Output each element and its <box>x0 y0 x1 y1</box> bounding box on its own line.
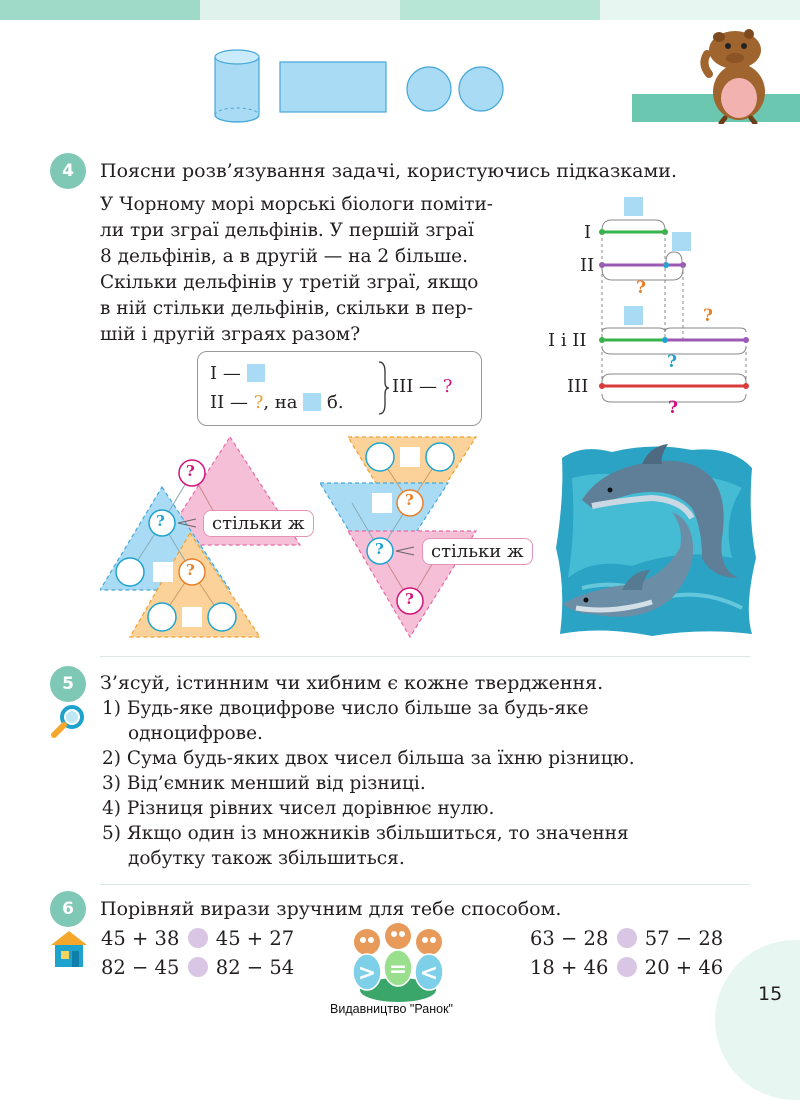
rectangle-shape <box>280 62 386 112</box>
task-5-number: 5 <box>50 666 86 702</box>
tri1-q-mid: ? <box>156 512 165 530</box>
divider-1 <box>100 656 750 657</box>
publisher-label: Видавництво "Ранок" <box>330 1002 453 1016</box>
magnifier-icon <box>48 702 88 742</box>
triangle-scheme-1 <box>100 435 330 640</box>
diagram-q-III: ? <box>668 398 678 418</box>
task-6-title: Порівняй вирази зручним для тебе способом. <box>100 898 562 920</box>
statement-2: 2) Сума будь-яких двох чисел більша за їхню різницю. <box>102 748 635 769</box>
task-5-statements <box>102 696 635 871</box>
statement-5: 5) Якщо один із множників збільшиться, то значення <box>102 823 629 844</box>
geometric-shapes <box>205 45 515 125</box>
tri1-q-top: ? <box>186 462 195 480</box>
diagram-label-I: I <box>584 222 592 243</box>
sign-greater: > <box>357 961 377 986</box>
statement-3: 3) Від’ємник менший від різниці. <box>102 773 426 794</box>
task-4-problem-text: У Чорному морі морські біологи поміти- ли три зграї дельфінів. У першій зграї 8 дельфінів, а в другій — на 2 більше. Скільки дельфінів у третій зграї, якщо в ній стільки дельфінів, скільки в пер- шій і другій зграях разом? <box>100 194 494 345</box>
capybara-mascot-icon <box>695 24 780 124</box>
compare-circle[interactable] <box>188 957 208 977</box>
blank-square <box>303 393 321 411</box>
tri2-q-bottom: ? <box>405 590 414 608</box>
diagram-label-III: III <box>567 376 589 397</box>
blank-square <box>247 364 265 382</box>
short-record-row-2: II — ?, на б. <box>210 392 344 413</box>
statement-4: 4) Різниця рівних чисел дорівнює нулю. <box>102 798 495 819</box>
tri2-q-top: ? <box>405 491 414 509</box>
compare-circle[interactable] <box>617 957 637 977</box>
top-color-bar <box>0 0 800 20</box>
dolphins-illustration <box>552 438 757 638</box>
task-4-title: Поясни розв’язування задачі, користуючись підказками. <box>100 160 677 182</box>
task-6-number: 6 <box>50 891 86 927</box>
diagram-q-diff: ? <box>703 306 713 326</box>
house-icon <box>50 929 88 969</box>
statement-5-cont: добутку також збільшиться. <box>128 848 405 869</box>
diagram-label-II: II <box>580 255 595 276</box>
cylinder-shape <box>215 50 259 122</box>
diagram-q-II: ? <box>636 278 646 298</box>
page-corner <box>715 940 800 1100</box>
compare-circle[interactable] <box>617 928 637 948</box>
sign-less: < <box>419 961 439 986</box>
statement-1-cont: одноцифрове. <box>128 723 263 744</box>
page-number: 15 <box>758 983 783 1005</box>
compare-row-left-2: 82 − 45 82 − 54 <box>101 956 295 979</box>
brace-icon <box>376 360 390 416</box>
compare-circle[interactable] <box>188 928 208 948</box>
short-record-row-1: I — <box>210 363 265 384</box>
divider-2 <box>100 884 750 885</box>
tri1-q-bottom: ? <box>186 561 195 579</box>
statement-1: 1) Будь-яке двоцифрове число більше за будь-яке <box>102 698 589 719</box>
compare-row-right-1: 63 − 28 57 − 28 <box>530 927 724 950</box>
diagram-q-sum: ? <box>667 352 677 372</box>
tri2-q-mid: ? <box>375 540 384 558</box>
task-5-title: З’ясуй, істинним чи хибним є кожне твердження. <box>100 672 604 694</box>
comparison-signs-mascot-icon <box>343 922 453 1004</box>
task-4-number: 4 <box>50 153 86 189</box>
stilky-label-2: стільки ж <box>422 538 533 565</box>
short-record-row-3: III — ? <box>392 376 453 397</box>
sign-equal: = <box>388 957 408 982</box>
compare-row-left-1: 45 + 38 45 + 27 <box>101 927 295 950</box>
stilky-label-1: стільки ж <box>203 510 314 537</box>
circle-shape-1 <box>407 67 451 111</box>
compare-row-right-2: 18 + 46 20 + 46 <box>530 956 724 979</box>
circle-shape-2 <box>459 67 503 111</box>
diagram-label-I-and-II: I і II <box>548 330 587 351</box>
